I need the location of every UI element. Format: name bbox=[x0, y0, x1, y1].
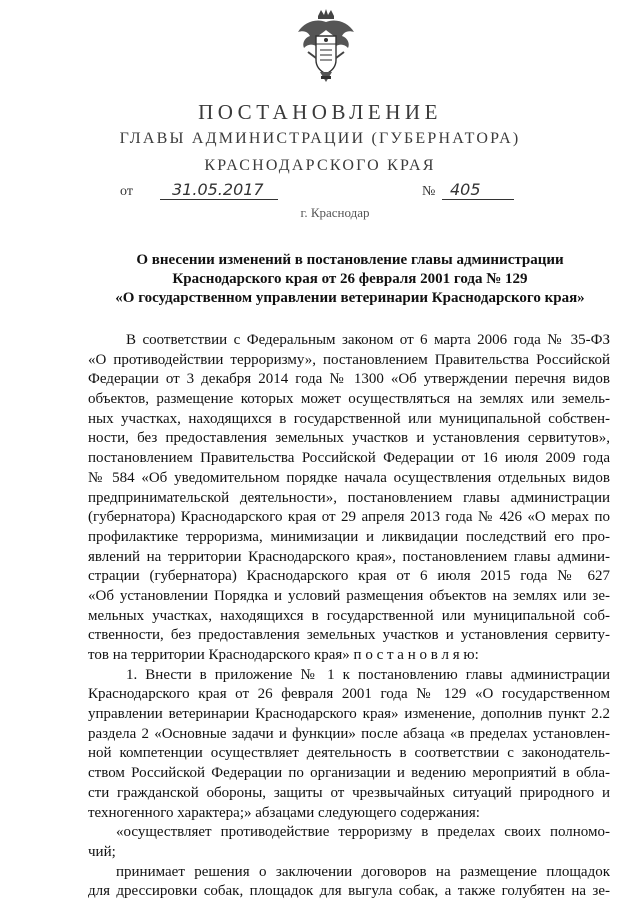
body-text-line: мельных участках, находящихся в государственной или муниципальной соб- bbox=[88, 607, 610, 624]
body-text-line: раздела 2 «Основные задачи и функции» после абзаца «в пределах установлен- bbox=[88, 725, 610, 742]
issuer-line-2: КРАСНОДАРСКОГО КРАЯ bbox=[204, 157, 436, 174]
date-value: 31.05.2017 bbox=[172, 180, 264, 199]
document-type-heading: ПОСТАНОВЛЕНИЕ bbox=[198, 100, 442, 124]
title-line: Краснодарского края от 26 февраля 2001 года № 129 bbox=[172, 271, 528, 287]
body-text-line: техногенного характера;» абзацами следующего содержания: bbox=[88, 804, 480, 821]
body-text-line: ности, без предоставления земельных участков и установления сервитутов», bbox=[88, 430, 610, 447]
document-title bbox=[60, 251, 640, 308]
body-text-line: (губернатора) Краснодарского края от 29 апреля 2013 года № 426 «О мерах по bbox=[88, 509, 610, 526]
number-underline bbox=[442, 199, 514, 200]
body-text-line: 1. Внести в приложение № 1 к постановлению главы администрации bbox=[126, 666, 610, 683]
body-text-line: сти гражданской обороны, защиты от чрезвычайных ситуаций природного и bbox=[88, 784, 610, 801]
coat-of-arms-emblem bbox=[294, 8, 358, 86]
body-text-line: чий; bbox=[88, 843, 116, 860]
body-text-line: для дрессировки собак, площадок для выгула собак, а также голубятен на зе- bbox=[88, 883, 610, 900]
body-text-line: ственности, без предоставления земельных участков и установления сервиту- bbox=[88, 627, 610, 644]
number-value: 405 bbox=[450, 180, 481, 199]
body-text-line: управлении ветеринарии Краснодарского края» изменение, дополнив пункт 2.2 bbox=[88, 706, 610, 723]
body-text-line: ной компетенции осуществляет деятельность в соответствии с законодатель- bbox=[88, 745, 610, 762]
body-text-line: ством Российской Федерации по организации и ведению мероприятий в обла- bbox=[88, 765, 610, 782]
body-text-line: принимает решения о заключении договоров на размещение площадок bbox=[116, 863, 610, 880]
body-text-line: объектов, размещение которых может осуществляться на землях или земель- bbox=[88, 391, 610, 408]
body-text-line: явлений на территории Краснодарского края», постановлением главы админи- bbox=[88, 548, 610, 565]
body-text-line: «О противодействии терроризму», постановлением Правительства Российской bbox=[88, 351, 610, 368]
date-underline bbox=[160, 199, 278, 200]
city-label: г. Краснодар bbox=[300, 205, 370, 220]
title-line: О внесении изменений в постановление главы администрации bbox=[136, 252, 564, 268]
body-text-line: страции (губернатора) Краснодарского края от 6 июля 2015 года № 627 bbox=[88, 568, 610, 585]
body-text-line: постановлением Правительства Российской Федерации от 16 июля 2009 года bbox=[88, 450, 610, 467]
date-label: от bbox=[120, 184, 133, 199]
body-text-line: тов на территории Краснодарского края» п о с т а н о в л я ю: bbox=[88, 647, 479, 663]
body-text-line: № 584 «Об уведомительном порядке начала осуществления отдельных видов bbox=[88, 469, 610, 486]
number-label: № bbox=[422, 184, 436, 199]
body-text-line: «Об установлении Порядка и условий размещения объектов на землях или зе- bbox=[88, 587, 610, 604]
body-text-line: Краснодарского края от 26 февраля 2001 года № 129 «О государственном bbox=[88, 686, 610, 703]
issuer-line-1: ГЛАВЫ АДМИНИСТРАЦИИ (ГУБЕРНАТОРА) bbox=[119, 130, 521, 147]
body-text-line: ных участках, находящихся в государственной или муниципальной собствен- bbox=[88, 410, 610, 427]
title-line: «О государственном управлении ветеринарии Краснодарского края» bbox=[115, 290, 585, 306]
body-text-line: профилактике терроризма, минимизации и ликвидации последствий его про- bbox=[88, 528, 610, 545]
body-text-line: «осуществляет противодействие терроризму в пределах своих полномо- bbox=[116, 824, 610, 841]
body-text-line: В соответствии с Федеральным законом от 6 марта 2006 года № 35-ФЗ bbox=[126, 332, 610, 348]
document-body bbox=[88, 331, 610, 902]
body-text-line: предпринимательской деятельности», постановлением главы администрации bbox=[88, 489, 610, 506]
body-text-line: Федерации от 3 декабря 2014 года № 1300 «Об утверждении перечня видов bbox=[88, 371, 610, 388]
